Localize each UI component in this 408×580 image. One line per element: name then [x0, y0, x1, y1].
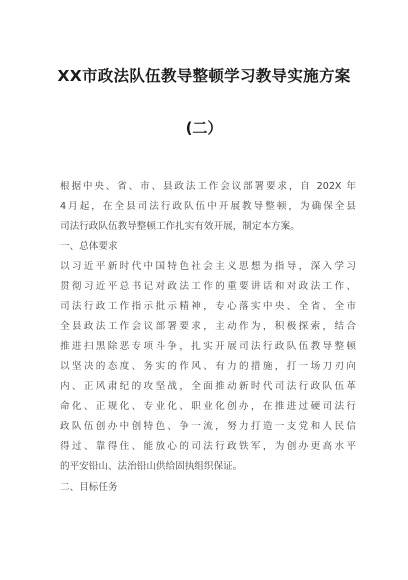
document-subtitle: (二）	[185, 119, 223, 137]
intro-line: 4月起，在全县司法行政队伍中开展教导整顿，为确保全县	[60, 201, 356, 212]
body-line: 政队伍创办中创特色、争一流，努力打造一支党和人民信	[60, 421, 356, 432]
body-line: 以习近平新时代中国特色社会主义思想为指导，深入学习	[60, 261, 356, 272]
body-line: 命化、正规化、专业化、职业化创办，在推进过硬司法行	[60, 401, 356, 412]
body-line: 的平安铅山、法治铅山供给固执组织保证。	[60, 461, 243, 472]
body-line: 全县政法工作会议部署要求，主动作为，积极探索，结合	[60, 321, 356, 332]
body-line: 推进扫黑除恶专项斗争，扎实开展司法行政队伍教导整顿	[60, 341, 356, 352]
section-heading-overall: 一、总体要求	[60, 241, 118, 252]
body-line: 司法行政工作指示批示精神，专心落实中央、全省、全市	[60, 301, 356, 312]
document-title: XX市政法队伍教导整顿学习教导实施方案	[57, 67, 351, 85]
intro-line: 根据中央、省、市、县政法工作会议部署要求，自 202X 年	[60, 181, 356, 192]
section-heading-goals: 二、目标任务	[60, 482, 118, 493]
body-line: 贯彻习近平总书记对政法工作的重要讲话和对政法工作、	[60, 281, 356, 292]
body-line: 内、正风肃纪的攻坚战，全面推动新时代司法行政队伍革	[60, 381, 356, 392]
body-line: 以坚决的态度、务实的作风、有力的措施，打一场刀刃向	[60, 361, 356, 372]
body-line: 得过、靠得住、能放心的司法行政铁军，为创办更高水平	[60, 441, 356, 452]
intro-line: 司法行政队伍教导整顿工作扎实有效开展，制定本方案。	[60, 221, 300, 232]
